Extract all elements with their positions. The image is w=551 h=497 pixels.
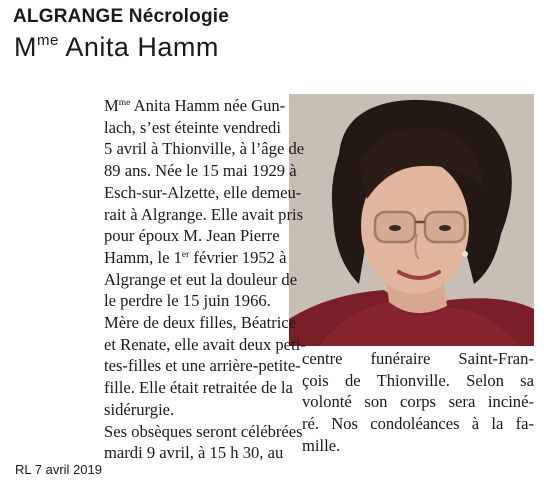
line-text: le perdre le 15 juin 1966. (104, 291, 271, 311)
article-line (104, 269, 298, 291)
article-line (302, 413, 534, 435)
line-prefix: Hamm, le 1 (104, 247, 182, 267)
line-text: lach, s’est éteinte vendredi (104, 117, 281, 137)
headline (14, 32, 219, 63)
article-line (104, 182, 302, 204)
headline-prefix-superscript: me (37, 32, 59, 49)
line-superscript: me (118, 98, 131, 108)
line-text: fille. Elle était retraitée de la (104, 378, 293, 398)
headline-prefix: M (14, 32, 37, 62)
section-kicker: ALGRANGE Nécrologie (13, 6, 229, 27)
line-text: ré. Nos condoléances à la fa- (302, 414, 534, 434)
line-text: Ses obsèques seront célébrées (104, 421, 303, 441)
article-line (302, 435, 534, 457)
article-line (104, 442, 284, 464)
article-line (302, 391, 534, 413)
article-line (104, 377, 293, 399)
article-line (104, 160, 297, 182)
line-text: pour époux M. Jean Pierre (104, 226, 280, 246)
line-text: volonté son corps sera inciné- (302, 392, 534, 412)
article-line (104, 138, 305, 160)
line-superscript: er (181, 249, 190, 260)
line-text: rait à Algrange. Elle avait pris (104, 204, 304, 224)
article-line (104, 95, 286, 117)
article-line (104, 225, 280, 247)
article-line (104, 290, 272, 312)
line-text: 5 avril à Thionville, à l’âge de (104, 139, 305, 159)
line-prefix: M (104, 96, 119, 115)
article-line (104, 204, 304, 226)
line-text: tes-filles et une arrière-petite- (104, 356, 301, 376)
line-text: Esch-sur-Alzette, elle demeu- (104, 182, 302, 202)
source-credit: RL 7 avril 2019 (15, 462, 102, 477)
article-line (104, 399, 272, 421)
article-line (104, 421, 303, 443)
line-text: çois de Thionville. Selon sa (302, 370, 534, 390)
article-line (104, 117, 281, 139)
article-line (302, 348, 534, 370)
line-text: mille. (302, 435, 341, 455)
article-line (104, 247, 287, 269)
line-text: sidérurgie. (104, 399, 175, 419)
line-text: et Renate, elle avait deux peti- (104, 334, 306, 354)
line-text: Mère de deux filles, Béatrice (104, 313, 297, 332)
line-text: Anita Hamm née Gun- (130, 96, 286, 115)
article-line (302, 370, 534, 392)
line-text: centre funéraire Saint-Fran- (302, 349, 534, 368)
line-text: Algrange et eut la douleur de (104, 269, 298, 289)
line-text: mardi 9 avril, à 15 h 30, au (104, 443, 284, 463)
portrait-photo (289, 94, 534, 346)
line-text: février 1952 à (189, 247, 287, 267)
line-text: 89 ans. Née le 15 mai 1929 à (104, 161, 297, 181)
article-line (104, 355, 301, 377)
article-line (104, 334, 306, 356)
headline-name: Anita Hamm (58, 32, 219, 62)
article-line (104, 312, 297, 334)
